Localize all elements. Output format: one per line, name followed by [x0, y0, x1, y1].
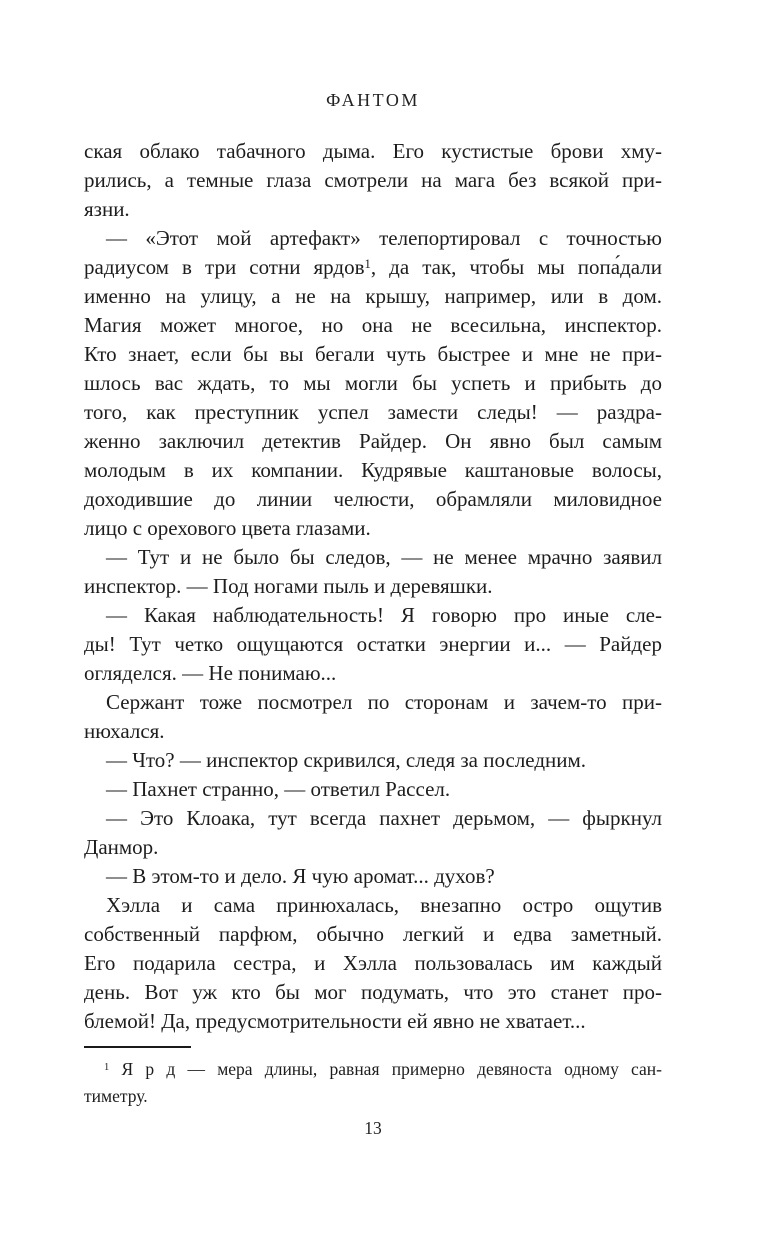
text-line: — «Этот мой артефакт» телепортировал с точностью — [106, 226, 662, 250]
text-line: Данмор. — [84, 835, 159, 859]
text-line: ская облако табачного дыма. Его кустистые брови хму- — [84, 139, 662, 163]
text-line: блемой! Да, предусмотрительности ей явно не хватает... — [84, 1009, 586, 1033]
text-line: собственный парфюм, обычно легкий и едва заметный. — [84, 922, 662, 946]
text-line: Магия может многое, но она не всесильна, инспектор. — [84, 313, 662, 337]
text-line: доходившие до линии челюсти, обрамляли миловидное — [84, 487, 662, 511]
text-line: молодым в их компании. Кудрявые каштановые волосы, — [84, 458, 662, 482]
text-line: инспектор. — Под ногами пыль и деревяшки. — [84, 574, 493, 598]
text-line: нюхался. — [84, 719, 165, 743]
text-line: — Что? — инспектор скривился, следя за последним. — [106, 748, 587, 772]
footnote-reference: 1 — [104, 1062, 110, 1074]
text-line: день. Вот уж кто бы мог подумать, что это станет про- — [84, 980, 662, 1004]
running-head: ФАНТОМ — [326, 90, 420, 110]
text-line: язни. — [84, 197, 130, 221]
footnote — [84, 1056, 662, 1110]
text-line: — Пахнет странно, — ответил Рассел. — [106, 777, 451, 801]
text-line: $^1$ Я р д — мера длины, равная примерно девяноста одному сан- — [104, 1059, 662, 1079]
text-line: женно заключил детектив Райдер. Он явно был самым — [84, 429, 662, 453]
footnote-divider — [84, 1046, 191, 1048]
text-line: — Тут и не было бы следов, — не менее мрачно заявил — [106, 545, 662, 569]
text-line: того, как преступник успел замести следы! — раздра- — [84, 400, 662, 424]
text-line: Его подарила сестра, и Хэлла пользовалась им каждый — [84, 951, 662, 975]
footnote-reference: 1 — [364, 257, 371, 272]
text-line: огляделся. — Не понимаю... — [84, 661, 337, 685]
text-line: Сержант тоже посмотрел по сторонам и зачем-то при- — [106, 690, 662, 714]
text-line: ды! Тут четко ощущаются остатки энергии и... — Райдер — [84, 632, 662, 656]
text-line: — Это Клоака, тут всегда пахнет дерьмом, — фыркнул — [106, 806, 662, 830]
page-number: 13 — [364, 1118, 382, 1138]
body-text — [84, 137, 662, 1036]
text-line: тиметру. — [84, 1086, 148, 1106]
text-line: именно на улицу, а не на крышу, например, или в дом. — [84, 284, 662, 308]
text-line: Хэлла и сама принюхалась, внезапно остро ощутив — [106, 893, 662, 917]
text-line: лицо с орехового цвета глазами. — [84, 516, 371, 540]
text-line: — Какая наблюдательность! Я говорю про иные сле- — [106, 603, 662, 627]
text-line: радиусом в три сотни ярдов$^1$, да так, чтобы мы попа́дали — [84, 255, 662, 279]
text-line: — В этом-то и дело. Я чую аромат... духов? — [106, 864, 495, 888]
text-line: шлось вас ждать, то мы могли бы успеть и прибыть до — [84, 371, 662, 395]
text-line: рились, а темные глаза смотрели на мага без всякой при- — [84, 168, 662, 192]
text-line: Кто знает, если бы вы бегали чуть быстрее и мне не при- — [84, 342, 662, 366]
